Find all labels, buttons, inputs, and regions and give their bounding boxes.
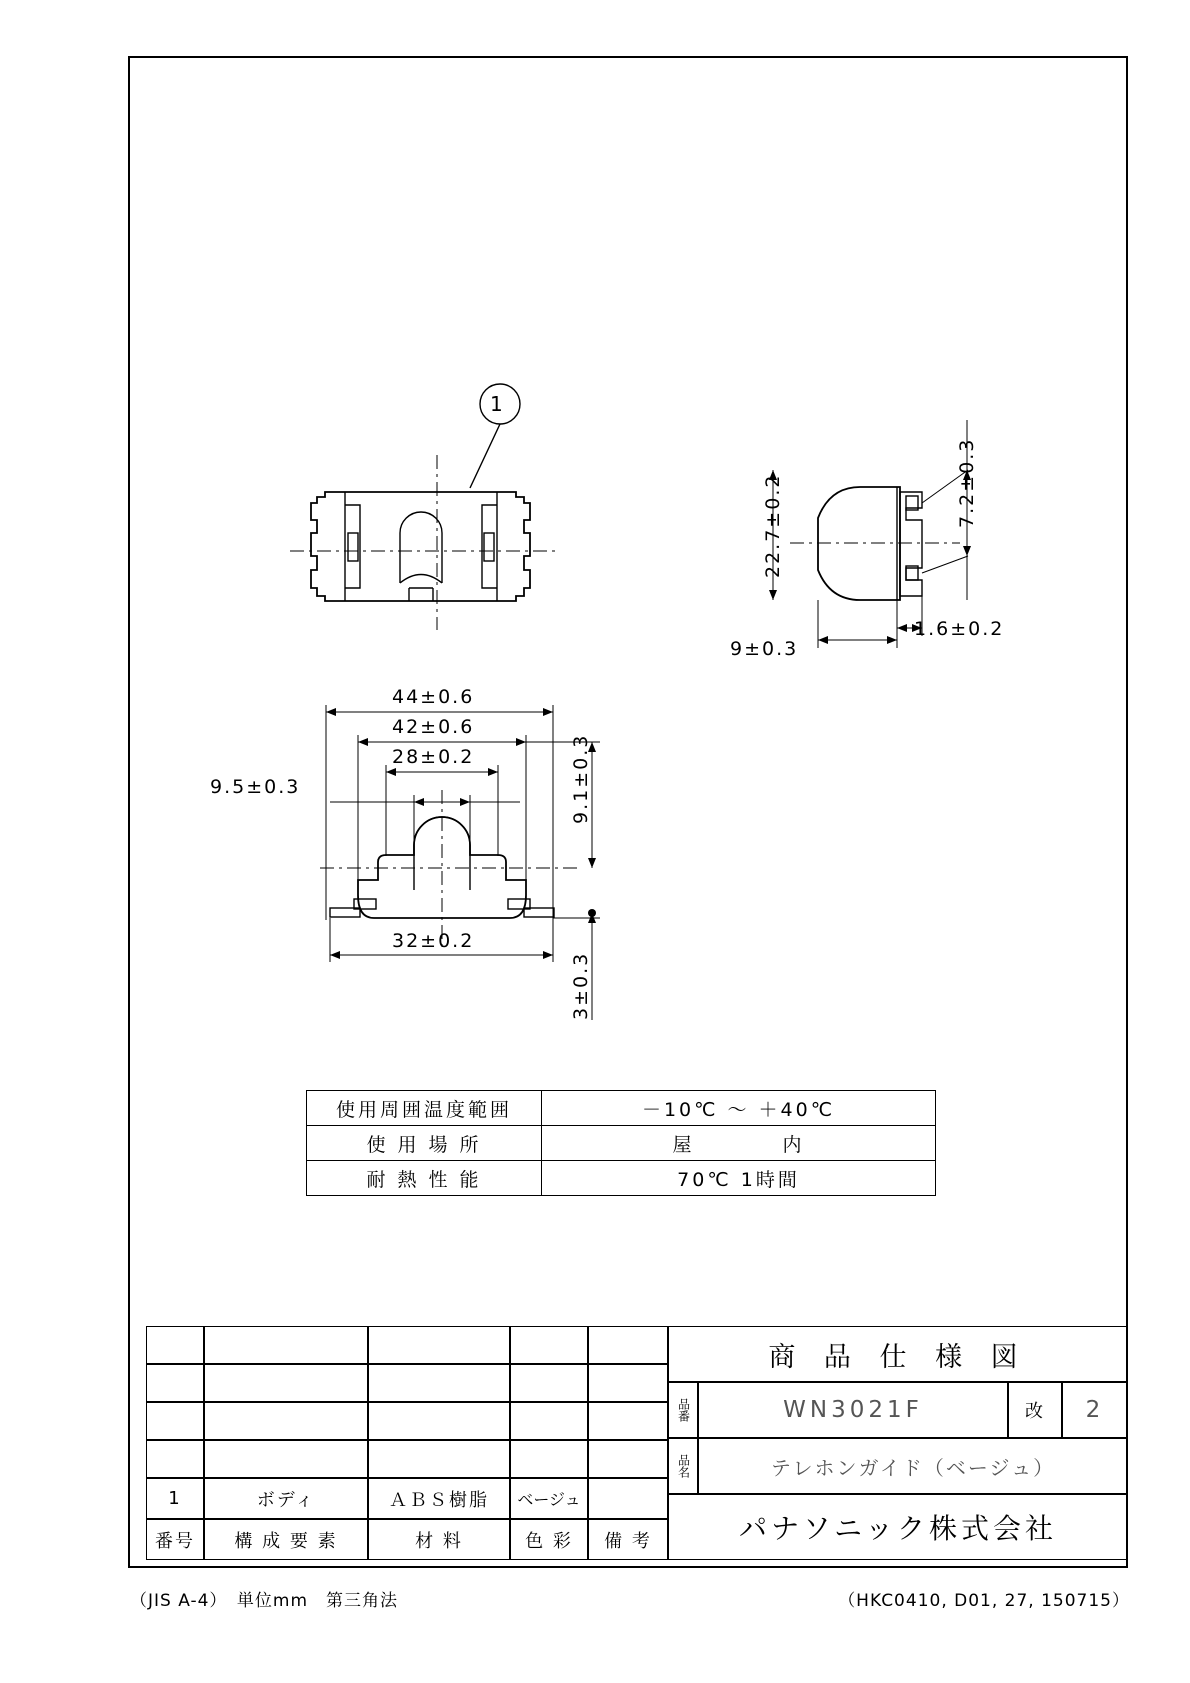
product-name-value: テレホンガイド（ベージュ） (698, 1438, 1128, 1494)
sheet-footer (130, 1586, 1130, 1611)
spec-key: 使 用 場 所 (307, 1126, 542, 1161)
dim-22-7: 22.7±0.2 (762, 473, 784, 578)
dim-32: 32±0.2 (392, 930, 475, 952)
part-number-label: 品番 (676, 1398, 691, 1422)
parts-header-element: 構 成 要 素 (204, 1519, 368, 1560)
parts-header-remark: 備 考 (588, 1519, 668, 1560)
spec-value: －10℃ ～ ＋40℃ (542, 1091, 936, 1126)
parts-empty-cell (588, 1326, 668, 1364)
parts-empty-cell (204, 1402, 368, 1440)
parts-empty-cell (146, 1440, 204, 1478)
parts-row-element: ボディ (204, 1478, 368, 1519)
drawing-title: 商 品 仕 様 図 (668, 1326, 1128, 1382)
dim-3: 3±0.3 (570, 951, 592, 1020)
spec-key: 耐 熱 性 能 (307, 1161, 542, 1196)
parts-empty-cell (588, 1402, 668, 1440)
parts-row-remark (588, 1478, 668, 1519)
product-name-label-cell (668, 1438, 698, 1494)
part-number-label-cell (668, 1382, 698, 1438)
dim-28: 28±0.2 (392, 746, 475, 768)
parts-empty-cell (204, 1364, 368, 1402)
dim-1-6: 1.6±0.2 (914, 618, 1005, 640)
footer-left: （JIS A-4） 単位mm 第三角法 (130, 1591, 399, 1611)
dim-42: 42±0.6 (392, 716, 475, 738)
parts-empty-cell (368, 1326, 510, 1364)
dim-7-2: 7.2±0.3 (956, 437, 978, 528)
footer-right: （HKC0410, D01, 27, 150715） (838, 1591, 1130, 1611)
dim-44: 44±0.6 (392, 686, 475, 708)
front-view (290, 384, 560, 630)
spec-row (307, 1091, 936, 1126)
parts-empty-cell (368, 1364, 510, 1402)
parts-header-color: 色 彩 (510, 1519, 588, 1560)
parts-empty-cell (368, 1440, 510, 1478)
parts-empty-cell (510, 1402, 588, 1440)
revision-value: 2 (1062, 1382, 1128, 1438)
parts-empty-cell (146, 1402, 204, 1440)
parts-row-material: ＡＢＳ樹脂 (368, 1478, 510, 1519)
dim-9: 9±0.3 (730, 638, 799, 660)
product-name-label: 品名 (676, 1454, 691, 1478)
parts-empty-cell (510, 1326, 588, 1364)
parts-empty-cell (146, 1364, 204, 1402)
spec-row (307, 1161, 936, 1196)
spec-value: 70℃ 1時間 (542, 1161, 936, 1196)
parts-header-no: 番号 (146, 1519, 204, 1560)
dim-9-5: 9.5±0.3 (210, 776, 301, 798)
balloon-label: 1 (490, 392, 505, 416)
spec-key: 使用周囲温度範囲 (307, 1091, 542, 1126)
spec-value: 屋 内 (542, 1126, 936, 1161)
parts-empty-cell (204, 1440, 368, 1478)
right-side-view (769, 420, 971, 648)
spec-table (306, 1090, 936, 1196)
parts-row-no: 1 (146, 1478, 204, 1519)
parts-empty-cell (510, 1440, 588, 1478)
part-number-value: WN3021F (698, 1382, 1008, 1438)
spec-row (307, 1126, 936, 1161)
parts-empty-cell (204, 1326, 368, 1364)
dim-9-1: 9.1±0.3 (570, 733, 592, 824)
parts-empty-cell (146, 1326, 204, 1364)
title-block (128, 1326, 1128, 1568)
parts-empty-cell (368, 1402, 510, 1440)
parts-row-color: ベージュ (510, 1478, 588, 1519)
parts-empty-cell (588, 1440, 668, 1478)
company-name: パナソニック株式会社 (668, 1494, 1128, 1560)
parts-empty-cell (588, 1364, 668, 1402)
parts-header-material: 材 料 (368, 1519, 510, 1560)
revision-label: 改 (1008, 1382, 1062, 1438)
parts-empty-cell (510, 1364, 588, 1402)
